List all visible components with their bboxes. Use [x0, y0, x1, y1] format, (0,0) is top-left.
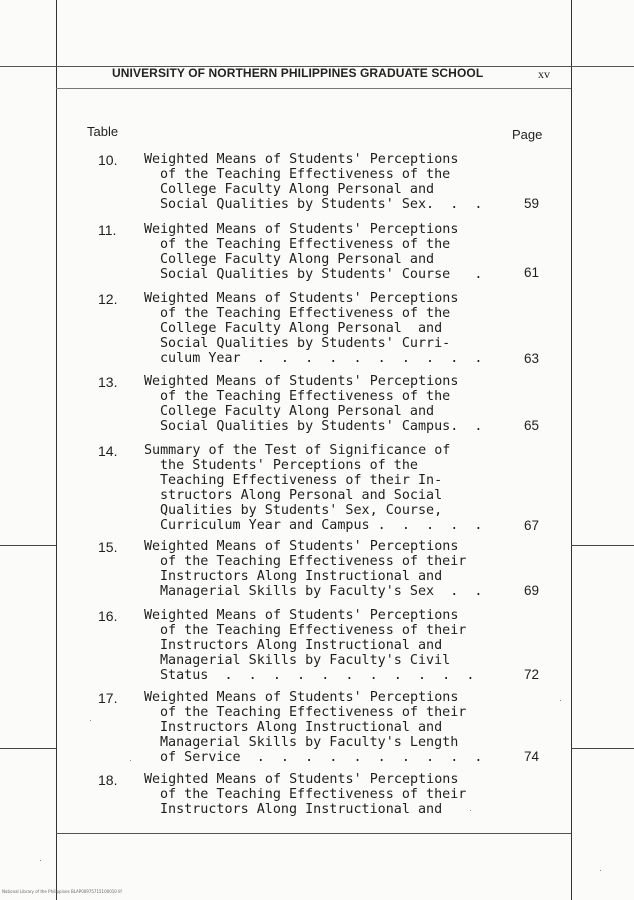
page-number-roman: xv [538, 67, 550, 81]
entry-page-number: 74 [524, 749, 540, 764]
right-edge-mark [571, 545, 634, 546]
entry-line: Instructors Along Instructional and [160, 720, 443, 735]
entry-line: Social Qualities by Students' Curri- [160, 336, 451, 351]
scan-speck [130, 760, 131, 761]
entry-line: Managerial Skills by Faculty's Sex . . [160, 584, 483, 599]
entry-line: Weighted Means of Students' Perceptions [144, 152, 459, 167]
entry-line: College Faculty Along Personal and [160, 182, 435, 197]
entry-line: Teaching Effectiveness of their In- [160, 473, 443, 488]
column-label-table: Table [87, 124, 119, 139]
entry-line: Social Qualities by Students' Course . [160, 267, 483, 282]
entry-page-number: 67 [524, 518, 540, 533]
entry-page-number: 63 [524, 351, 540, 366]
left-edge-mark-2 [0, 748, 56, 749]
entry-number: 10. [98, 152, 118, 168]
entry-number: 13. [98, 374, 118, 390]
entry-page-number: 61 [524, 265, 540, 280]
entry-line: Social Qualities by Students' Sex. . . [160, 197, 483, 212]
entry-line: Instructors Along Instructional and [160, 569, 443, 584]
entry-line: of the Teaching Effectiveness of their [160, 623, 467, 638]
entry-line: Social Qualities by Students' Campus. . [160, 419, 483, 434]
column-label-page: Page [512, 127, 543, 142]
library-footer-stamp: National Library of the Philippines BLAP00975715100010 lif [2, 889, 122, 894]
entry-number: 15. [98, 539, 118, 555]
scan-speck [40, 860, 41, 861]
entry-line: Weighted Means of Students' Perceptions [144, 291, 459, 306]
entry-line: Managerial Skills by Faculty's Civil [160, 653, 451, 668]
scan-speck [470, 810, 471, 811]
entry-line: Status . . . . . . . . . . . [160, 668, 475, 683]
right-edge-mark-2 [571, 748, 634, 749]
entry-line: Curriculum Year and Campus . . . . . [160, 518, 483, 533]
entry-line: Weighted Means of Students' Perceptions [144, 374, 459, 389]
entry-line: of the Teaching Effectiveness of the [160, 389, 451, 404]
entry-line: College Faculty Along Personal and [160, 321, 443, 336]
left-margin-line [56, 0, 57, 900]
entry-page-number: 69 [524, 583, 540, 598]
entry-line: Weighted Means of Students' Perceptions [144, 608, 459, 623]
entry-page-number: 59 [524, 196, 540, 211]
entry-line: culum Year . . . . . . . . . . [160, 351, 483, 366]
scan-speck [90, 720, 91, 721]
entry-number: 14. [98, 443, 118, 459]
entry-line: Summary of the Test of Significance of [144, 443, 451, 458]
entry-line: College Faculty Along Personal and [160, 404, 435, 419]
entry-line: the Students' Perceptions of the [160, 458, 418, 473]
entry-line: structors Along Personal and Social [160, 488, 443, 503]
entry-line: of Service . . . . . . . . . . [160, 750, 483, 765]
header-rule-bottom [56, 88, 571, 89]
entry-line: of the Teaching Effectiveness of the [160, 167, 451, 182]
entry-line: of the Teaching Effectiveness of the [160, 306, 451, 321]
entry-line: Qualities by Students' Sex, Course, [160, 503, 443, 518]
scan-speck [560, 700, 561, 701]
entry-page-number: 65 [524, 418, 540, 433]
entry-line: Instructors Along Instructional and [160, 802, 443, 817]
entry-line: of the Teaching Effectiveness of their [160, 705, 467, 720]
entry-line: of the Teaching Effectiveness of the [160, 237, 451, 252]
scan-speck [600, 870, 601, 871]
entry-line: Weighted Means of Students' Perceptions [144, 222, 459, 237]
right-margin-line [571, 0, 572, 900]
left-edge-mark [0, 545, 56, 546]
entry-line: Managerial Skills by Faculty's Length [160, 735, 459, 750]
entry-page-number: 72 [524, 667, 540, 682]
entry-line: Weighted Means of Students' Perceptions [144, 772, 459, 787]
entry-line: Weighted Means of Students' Perceptions [144, 539, 459, 554]
entry-line: of the Teaching Effectiveness of their [160, 787, 467, 802]
entry-line: Weighted Means of Students' Perceptions [144, 690, 459, 705]
entry-number: 11. [98, 222, 117, 238]
entry-line: College Faculty Along Personal and [160, 252, 435, 267]
entry-line: of the Teaching Effectiveness of their [160, 554, 467, 569]
entry-number: 12. [98, 291, 118, 307]
entry-number: 17. [98, 690, 118, 706]
entry-number: 18. [98, 772, 118, 788]
page-header-title: UNIVERSITY OF NORTHERN PHILIPPINES GRADUATE SCHOOL [112, 66, 484, 80]
entry-number: 16. [98, 608, 118, 624]
entry-line: Instructors Along Instructional and [160, 638, 443, 653]
bottom-rule [56, 833, 571, 834]
